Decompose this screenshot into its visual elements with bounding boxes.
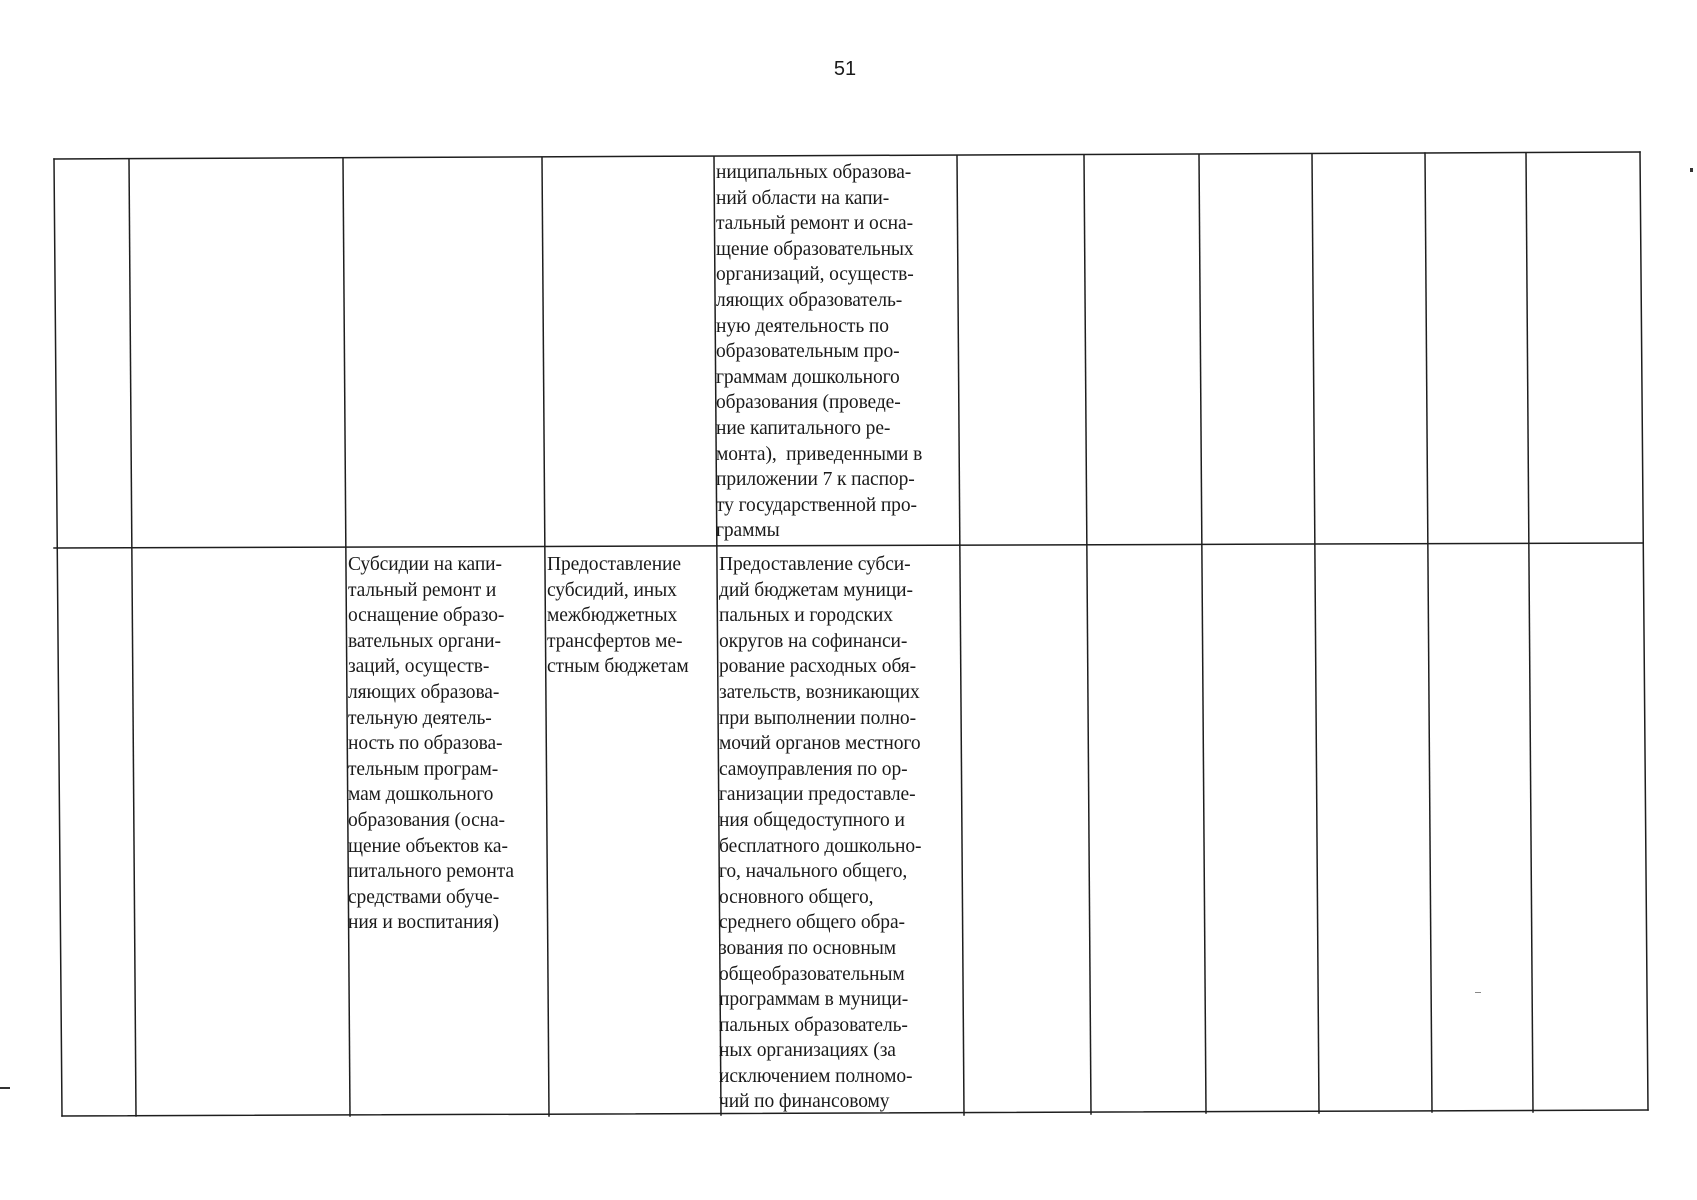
col-border-11	[1640, 152, 1648, 1110]
col-border-8	[1312, 154, 1319, 1113]
col-border-1	[129, 159, 136, 1116]
table-top-border	[54, 152, 1640, 159]
row1-description-cell: ниципальных образова- ний области на капи- тальный ремонт и осна- щение образовательных организаций, осуществ- ляющих образователь- ную деятельность по образовательным про- граммам дошкольного образования (проведе- ние капитального ре- монта), приведенными в приложении 7 к паспор- ту государственной про- граммы	[716, 162, 923, 542]
row2-provision-type-cell: Предоставление субсидий, иных межбюджетных трансфертов ме- стным бюджетам	[547, 554, 689, 678]
row2-subsidy-name-cell: Субсидии на капи- тальный ремонт и оснащение образо- вательных органи- заций, осуществ- ляющих образова- тельную деятель- ность по образова- тельным програм- мам дошкольного образования (осна- щение объектов ка- питального ремонта средствами обуче- ния и воспитания)	[348, 554, 514, 934]
scan-artifact-dash	[0, 1087, 10, 1089]
row2-description-cell: Предоставление субси- дий бюджетам муници- пальных и городских округов на софинанси- рование расходных обя- зательств, возникающих при выполнении полно- мочий органов местного самоуправления по ор- ганизации предоставле- ния общедоступного и бесплатного дошкольно- го, начального общего, основного общего, среднего общего обра- зования по основным общеобразовательным программам в муници- пальных образователь- ных организациях (за исключением полномо- чий по финансовому	[719, 554, 922, 1113]
col-border-10	[1526, 153, 1533, 1112]
col-border-9	[1425, 153, 1432, 1112]
col-border-6	[1084, 155, 1091, 1114]
scan-artifact-dot	[1690, 168, 1693, 172]
col-border-5	[957, 156, 964, 1115]
col-border-7	[1199, 155, 1206, 1113]
scan-artifact-speck	[1475, 992, 1481, 993]
col-border-0	[54, 159, 62, 1116]
page-number: 51	[833, 58, 857, 80]
